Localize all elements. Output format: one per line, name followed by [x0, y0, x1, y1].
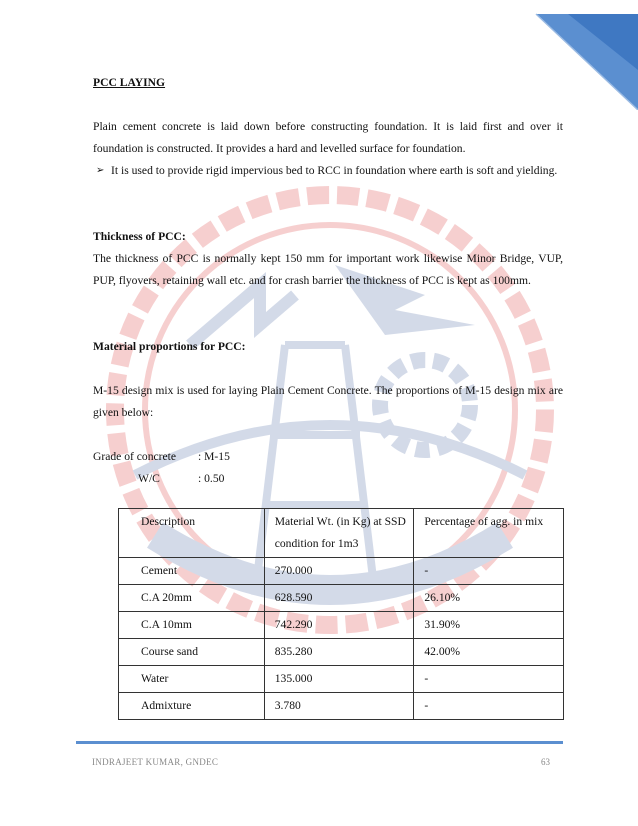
table-cell: - — [414, 558, 564, 585]
table-header-row — [119, 509, 564, 558]
table-row — [119, 639, 564, 666]
corner-decoration — [498, 0, 638, 110]
table-cell: Course sand — [119, 639, 265, 666]
table-header-cell: Description — [119, 509, 265, 558]
material-heading: Material proportions for PCC: — [93, 340, 246, 353]
table-header-cell: Material Wt. (in Kg) at SSD condition for 1m3 — [264, 509, 414, 558]
table-cell: - — [414, 693, 564, 720]
table-row — [119, 666, 564, 693]
grade-value: : M-15 — [198, 450, 230, 463]
arrow-bullet-icon: ➢ — [96, 165, 105, 176]
wc-label: W/C — [138, 472, 160, 485]
footer-divider — [76, 741, 563, 744]
table-row — [119, 585, 564, 612]
table-cell: 835.280 — [264, 639, 414, 666]
table-cell: 742.290 — [264, 612, 414, 639]
table-cell: Water — [119, 666, 265, 693]
intro-paragraph: Plain cement concrete is laid down before constructing foundation. It is laid first and over it foundation is constructed. It provides a hard and levelled surface for foundation. — [93, 120, 563, 155]
table-cell: 628.590 — [264, 585, 414, 612]
table-cell: 26.10% — [414, 585, 564, 612]
table-cell: C.A 10mm — [119, 612, 265, 639]
table-cell: 270.000 — [264, 558, 414, 585]
table-cell: 3.780 — [264, 693, 414, 720]
footer-author: INDRAJEET KUMAR, GNDEC — [92, 757, 219, 767]
table-cell: Admixture — [119, 693, 265, 720]
table-cell: - — [414, 666, 564, 693]
table-cell: 42.00% — [414, 639, 564, 666]
table-cell: 31.90% — [414, 612, 564, 639]
table-row — [119, 558, 564, 585]
section-title: PCC LAYING — [93, 76, 166, 89]
bullet-text: It is used to provide rigid impervious bed to RCC in foundation where earth is soft and yielding. — [111, 164, 558, 177]
table-cell: 135.000 — [264, 666, 414, 693]
wc-value: : 0.50 — [198, 472, 225, 485]
table-header-cell: Percentage of agg. in mix — [414, 509, 564, 558]
table-cell: Cement — [119, 558, 265, 585]
thickness-paragraph: The thickness of PCC is normally kept 150 mm for important work likewise Minor Bridge, VUP, PUP, flyovers, retaining wall etc. and for crash barrier the thickness of PCC is kept as 100mm. — [93, 252, 563, 287]
grade-label: Grade of concrete — [93, 450, 177, 463]
table-row — [119, 693, 564, 720]
thickness-heading: Thickness of PCC: — [93, 230, 186, 243]
page-number: 63 — [541, 757, 550, 767]
table-row — [119, 612, 564, 639]
mix-proportion-table — [118, 508, 564, 720]
material-paragraph: M-15 design mix is used for laying Plain Cement Concrete. The proportions of M-15 design mix are given below: — [93, 384, 563, 419]
table-cell: C.A 20mm — [119, 585, 265, 612]
